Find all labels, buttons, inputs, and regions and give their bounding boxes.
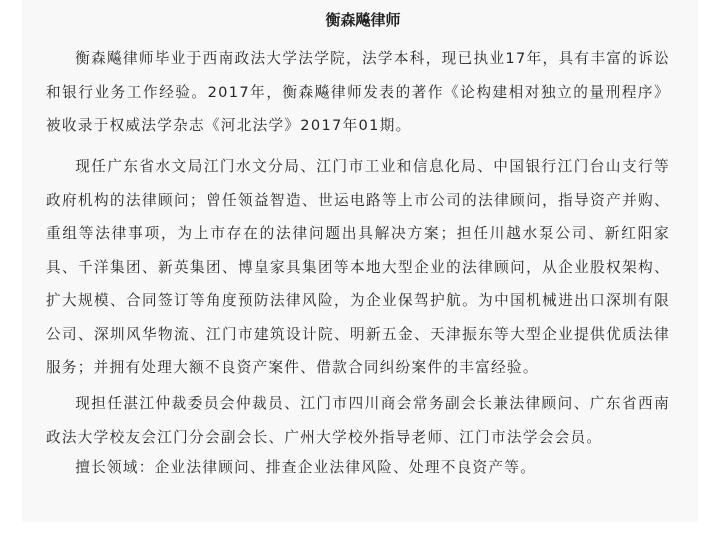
paragraph-positions: 现任广东省水文局江门水文分局、江门市工业和信息化局、中国银行江门台山支行等政府机构的法律顾问；曾任领益智造、世运电路等上市公司的法律顾问，指导资产并购、重组等法律事项，为上市存在的法律问题出具解决方案；担任川越水泵公司、新红阳家具、千洋集团、新英集团、博皇家具集团等本地大型企业的法律顾问，从企业股权架构、扩大规模、合同签订等角度预防法律风险，为企业保驾护航。为中国机械进出口深圳有限公司、深圳风华物流、江门市建筑设计院、明新五金、天津振东等大型企业提供优质法律服务；并拥有处理大额不良资产案件、借款合同纠纷案件的丰富经验。: [46, 158, 670, 376]
page-title: 衡森飚律师: [325, 11, 401, 29]
paragraph-current-roles: 现担任湛江仲裁委员会仲裁员、江门市四川商会常务副会长兼法律顾问、广东省西南政法大学校友会江门分会副会长、广州大学校外指导老师、江门市法学会会员。: [46, 395, 670, 446]
paragraph-education: 衡森飚律师毕业于西南政法大学法学院，法学本科，现已执业17年，具有丰富的诉讼和银行业务工作经验。2017年，衡森飚律师发表的著作《论构建相对独立的量刑程序》被收录于权威法学杂志《河北法学》2017年01期。: [46, 50, 670, 134]
paragraph-expertise: 擅长领域：企业法律顾问、排查企业法律风险、处理不良资产等。: [75, 459, 537, 476]
